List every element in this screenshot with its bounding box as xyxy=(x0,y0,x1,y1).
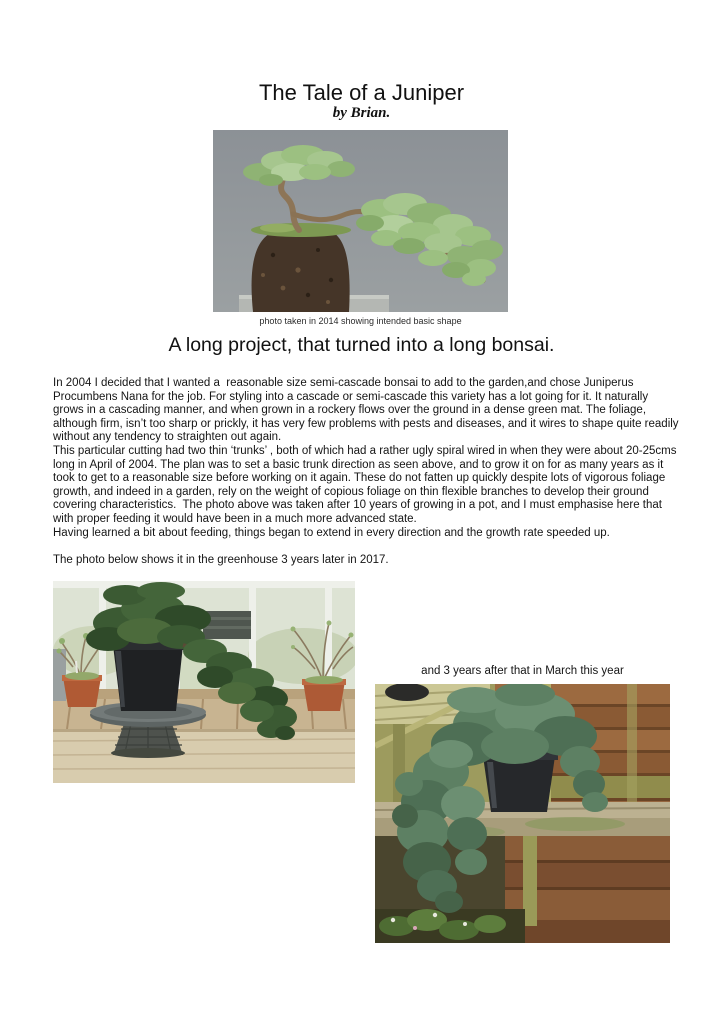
photo-march-caption: and 3 years after that in March this year xyxy=(421,665,624,677)
article-subheading: A long project, that turned into a long bonsai. xyxy=(168,334,555,356)
bonsai-photo-2014-illustration xyxy=(213,130,508,312)
byline: by Brian. xyxy=(332,105,391,121)
article-body xyxy=(53,377,682,567)
bonsai-photo-march-illustration xyxy=(375,684,670,943)
bonsai-photo-2017-illustration xyxy=(53,581,355,783)
paragraph-intro: In 2004 I decided that I wanted a reasonable size semi-cascade bonsai to add to the garden,and chose Juniperus Procumbens Nana for the job. For styling into a cascade or semi-cascade this variety has a lot going for it. It naturally grows in a cascading manner, and when grown in a rockery flows over the ground in a dense green mat. The foliage, although firm, isn’t too sharp or prickly, it has very few problems with pests and diseases, and it wires to shape quite readily without any tendency to straighten out again. xyxy=(53,377,682,444)
bonsai-photo-march xyxy=(375,684,670,943)
bonsai-photo-2014 xyxy=(213,130,508,312)
paragraph-history: This particular cutting had two thin ‘trunks’ , both of which had a rather ugly spiral wired in when they were about 20-25cms long in April of 2004. The plan was to set a basic trunk direction as seen above, and to grow it on for as many years as it took to get to a reasonable size before working on it again. These do not fatten up quickly despite lots of vigorous foliage growth, and indeed in a garden, rely on the weight of copious foliage on thin flexible branches to develop their ground covering characteristics. The photo above was taken after 10 years of growing in a pot, and I must emphasise here that with proper feeding it would have been in a much more advanced state. xyxy=(53,444,680,525)
page-title: The Tale of a Juniper xyxy=(258,80,465,105)
bonsai-photo-2017-greenhouse xyxy=(53,581,355,783)
paragraph-feeding: Having learned a bit about feeding, things began to extend in every direction and the growth rate speeded up. xyxy=(53,526,610,539)
photo-2014-caption: photo taken in 2014 showing intended basic shape xyxy=(259,316,462,326)
paragraph-photo-below: The photo below shows it in the greenhouse 3 years later in 2017. xyxy=(53,553,389,566)
